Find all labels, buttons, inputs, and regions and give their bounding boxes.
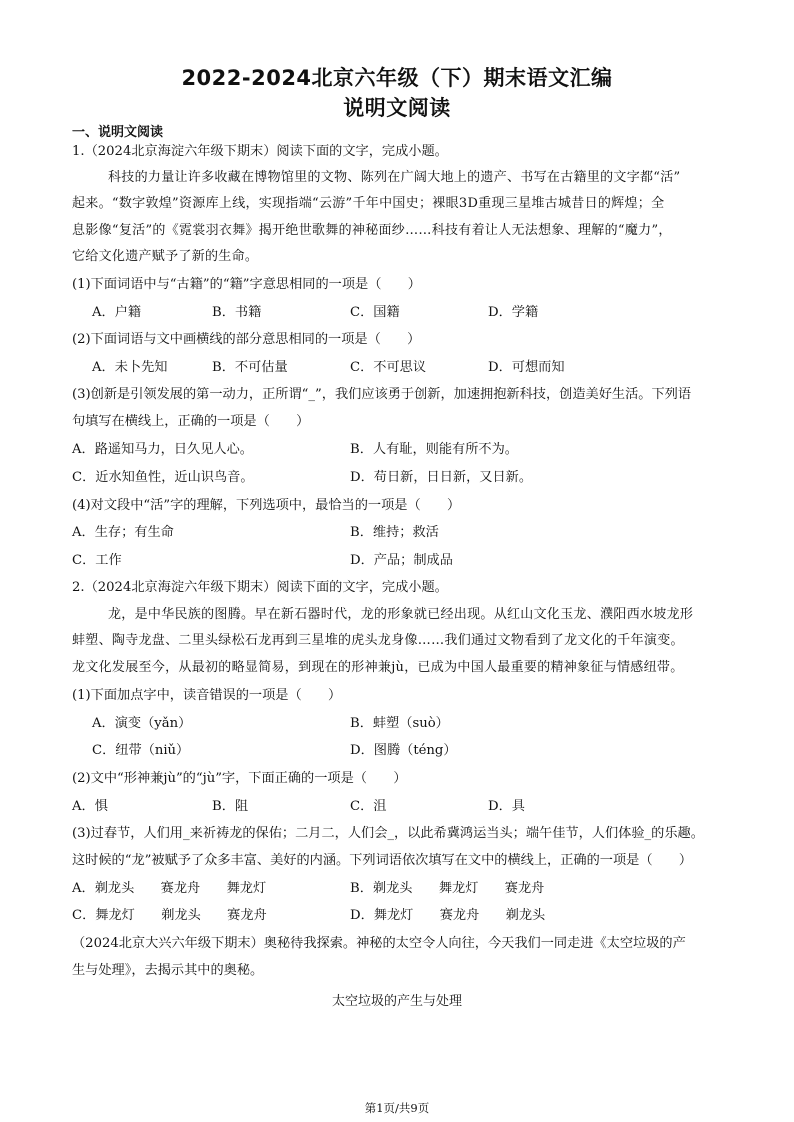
q1-sub1-option-c: C．国籍 [350,305,400,320]
q1-sub4-option-b: B．维持；救活 [350,525,439,540]
q1-sub4-option-c: C．工作 [72,553,122,568]
q1-sub2-option-b: B．不可估量 [212,360,288,375]
q1-sub3-option-c: C．近水知鱼性，近山识鸟音。 [72,470,254,485]
q1-sub3-option-b: B．人有耻，则能有所不为。 [350,442,518,457]
q1-sub4-stem: (4)对文段中“活”字的理解，下列选项中，最恰当的一项是（ ） [72,498,461,513]
q2-sub3-option-b: B．剃龙头 舞龙灯 赛龙舟 [350,881,545,896]
q1-sub2-stem: (2)下面词语与文中画横线的部分意思相同的一项是（ ） [72,332,421,347]
q2-passage-line: 龙，是中华民族的图腾。早在新石器时代，龙的形象就已经出现。从红山文化玉龙、濮阳西水坡龙形 [108,607,694,622]
q1-sub1-stem: (1)下面词语中与“古籍”的“籍”字意思相同的一项是（ ） [72,277,421,292]
q2-sub2-option-d: D．具 [488,799,525,814]
q2-sub2-option-b: B．阻 [212,799,249,814]
q2-sub3-stem-cont: 这时候的“龙”被赋予了众多丰富、美好的内涵。下列词语依次填写在文中的横线上，正确的一项是（ ） [72,853,693,868]
q2-intro: 2.（2024北京海淀六年级下期末）阅读下面的文字，完成小题。 [72,580,448,595]
q2-passage-line: 蚌塑、陶寺龙盘、二里头绿松石龙再到三星堆的虎头龙身像……我们通过文物看到了龙文化的千年演变。 [72,633,684,648]
q2-sub3-option-d: D．舞龙灯 赛龙舟 剃龙头 [350,908,546,923]
q1-sub3-option-a: A．路遥知马力，日久见人心。 [72,442,253,457]
q2-sub3-option-a: A．剃龙头 赛龙舟 舞龙灯 [72,881,267,896]
q1-sub1-option-d: D．学籍 [488,305,539,320]
q1-sub4-option-a: A．生存；有生命 [72,525,174,540]
q2-passage-line: 龙文化发展至今，从最初的略显简易，到现在的形神兼jù，已成为中国人最重要的精神象征与情感纽带。 [72,660,684,675]
q1-sub2-option-c: C．不可思议 [350,360,427,375]
q1-passage-line: 科技的力量让许多收藏在博物馆里的文物、陈列在广阔大地上的遗产、书写在古籍里的文字都“活” [108,170,681,185]
q2-sub1-option-d: D．图腾（téng） [350,743,457,758]
q2-sub1-option-b: B．蚌塑（suò） [350,716,449,731]
section-heading: 一、说明文阅读 [72,125,164,140]
q2-sub1-option-c: C．纽带（niǔ） [92,743,190,758]
q1-sub2-option-a: A．未卜先知 [92,360,168,375]
q2-sub2-stem: (2)文中“形神兼jù”的“jù”字，下面正确的一项是（ ） [72,771,407,786]
q1-sub3-stem: (3)创新是引领发展的第一动力，正所谓“_”，我们应该勇于创新，加速拥抱新科技，创造美好生活。下列语 [72,387,692,402]
article-title: 太空垃圾的产生与处理 [331,994,462,1009]
q2-sub1-stem: (1)下面加点字中，读音错误的一项是（ ） [72,688,342,703]
q1-intro: 1.（2024北京海淀六年级下期末）阅读下面的文字，完成小题。 [72,144,448,159]
document-subtitle: 说明文阅读 [343,96,451,120]
q3-intro-cont: 生与处理》，去揭示其中的奥秘。 [72,963,264,978]
q1-sub1-option-b: B．书籍 [212,305,262,320]
document-title: 2022-2024北京六年级（下）期末语文汇编 [181,66,613,90]
q1-passage-line: 它给文化遗产赋予了新的生命。 [72,249,259,264]
q1-sub1-option-a: A．户籍 [92,305,142,320]
q2-sub2-option-c: C．沮 [350,799,387,814]
q2-sub3-option-c: C．舞龙灯 剃龙头 赛龙舟 [72,908,267,923]
q1-passage-line: 息影像“复活”的《霓裳羽衣舞》揭开绝世歌舞的神秘面纱……科技有着让人无法想象、理解的“魔力”， [72,223,672,238]
q1-sub4-option-d: D．产品；制成品 [350,553,453,568]
q1-passage-line: 起来。“数字敦煌”资源库上线，实现指端“云游”千年中国史；裸眼3D重现三星堆古城昔日的辉煌；全 [72,196,665,211]
page-footer: 第1页/共9页 [364,1101,430,1115]
q3-intro: （2024北京大兴六年级下期末）奥秘待我探索。神秘的太空令人向往，今天我们一同走进《太空垃圾的产 [72,936,686,951]
q2-sub3-stem: (3)过春节，人们用_来祈祷龙的保佑；二月二，人们会_，以此希冀鸿运当头；端午佳节，人们体验_的乐趣。 [72,826,704,841]
q2-sub1-option-a: A．演变（yǎn） [92,716,192,731]
q1-sub2-option-d: D．可想而知 [488,360,565,375]
q2-sub2-option-a: A．惧 [72,799,108,814]
q1-sub3-stem-cont: 句填写在横线上，正确的一项是（ ） [72,414,310,429]
q1-sub3-option-d: D．苟日新，日日新，又日新。 [350,470,533,485]
